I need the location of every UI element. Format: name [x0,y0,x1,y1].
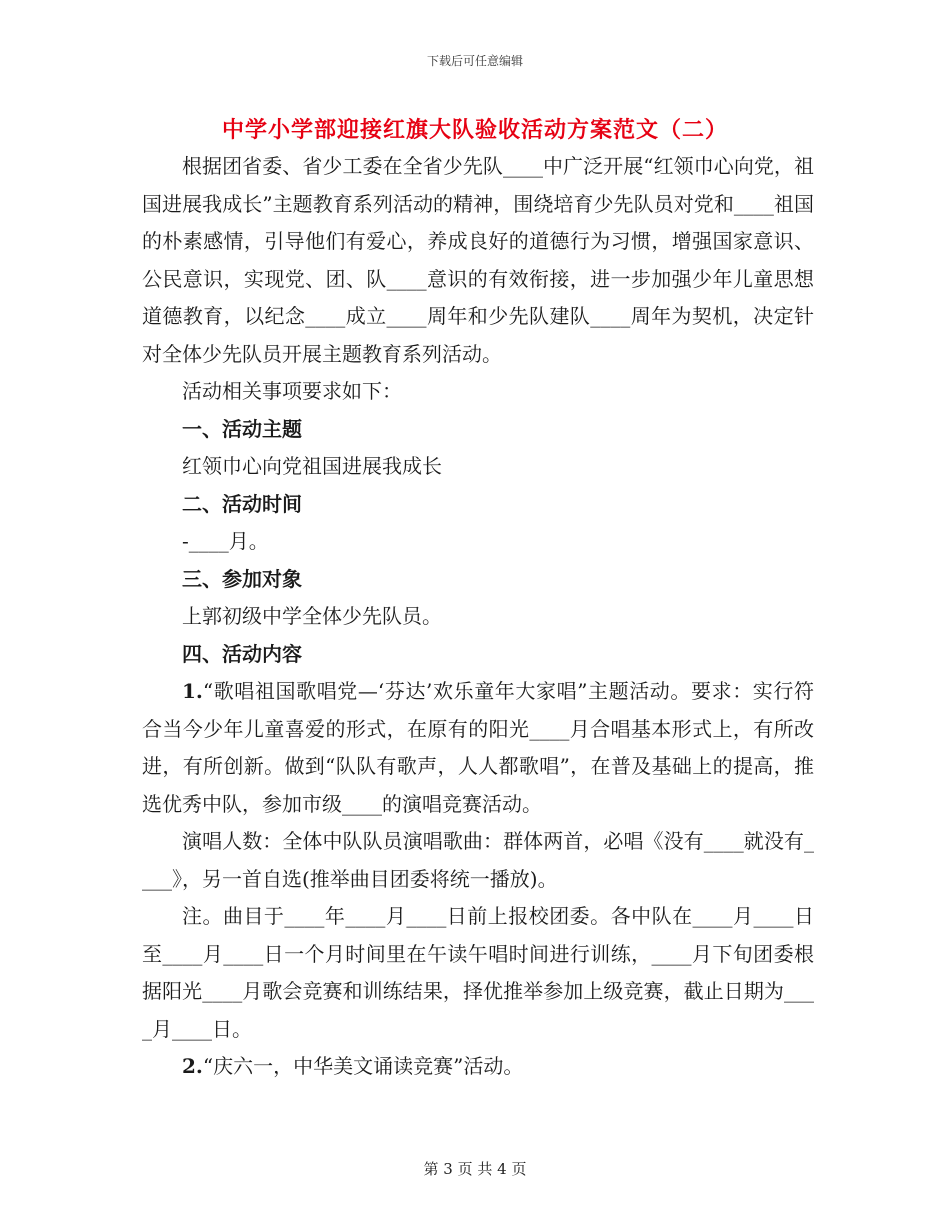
page-number-footer: 第 3 页 共 4 页 [423,1160,527,1178]
page-header-note: 下载后可任意编辑 [426,54,523,68]
content-item-2-number: 2. [182,1054,203,1078]
section-text-participants: 上郭初级中学全体少先队员。 [182,604,442,628]
section-heading-time: 二、活动时间 [182,491,302,516]
intro-paragraph: 根据团省委、省少工委在全省少先队____中广泛开展“红领巾心向党，祖国进展我成长”主题教育系列活动的精神，围绕培育少先队员对党和____祖国的朴素感情，引导他们有爱心，养成良好的道德行为习惯，增强国家意识、公民意识，实现党、团、队____意识的有效衔接，进一步加强少年儿童思想道德教育，以纪念____成立____周年和少先队建队____周年为契机，决定针对全体少先队员开展主题教育系列活动。 [142,154,814,366]
section-text-time: -____月。 [182,529,269,553]
document-body [142,148,814,1086]
section-heading-content: 四、活动内容 [182,641,302,666]
document-title: 中学小学部迎接红旗大队验收活动方案范文（二） [221,117,728,143]
lead-paragraph: 活动相关事项要求如下： [182,379,402,403]
content-item-1-number: 1. [182,679,203,703]
content-item-1 [142,673,814,823]
section-heading-theme: 一、活动主题 [182,416,302,441]
content-item-1-text: “歌唱祖国歌唱党—‘芬达’欢乐童年大家唱”主题活动。要求：实行符合当今少年儿童喜爱的形式，在原有的阳光____月合唱基本形式上，有所改进，有所创新。做到“队队有歌声，人人都歌唱”，在普及基础上的提高，推选优秀中队，参加市级____的演唱竞赛活动。 [142,679,814,816]
section-heading-participants: 三、参加对象 [182,566,302,591]
note-paragraph: 注。曲目于____年____月____日前上报校团委。各中队在____月____日至____月____日一个月时间里在午读午唱时间进行训练，____月下旬团委根据阳光____月歌会竞赛和训练结果，择优推举参加上级竞赛，截止日期为____月____日。 [142,904,814,1041]
section-text-theme: 红领巾心向党祖国进展我成长 [182,454,442,478]
singing-paragraph: 演唱人数：全体中队队员演唱歌曲：群体两首，必唱《没有____就没有____》，另一首自选(推举曲目团委将统一播放)。 [142,829,814,891]
content-item-2 [142,1048,814,1086]
content-item-2-text: “庆六一，中华美文诵读竞赛”活动。 [202,1054,524,1078]
